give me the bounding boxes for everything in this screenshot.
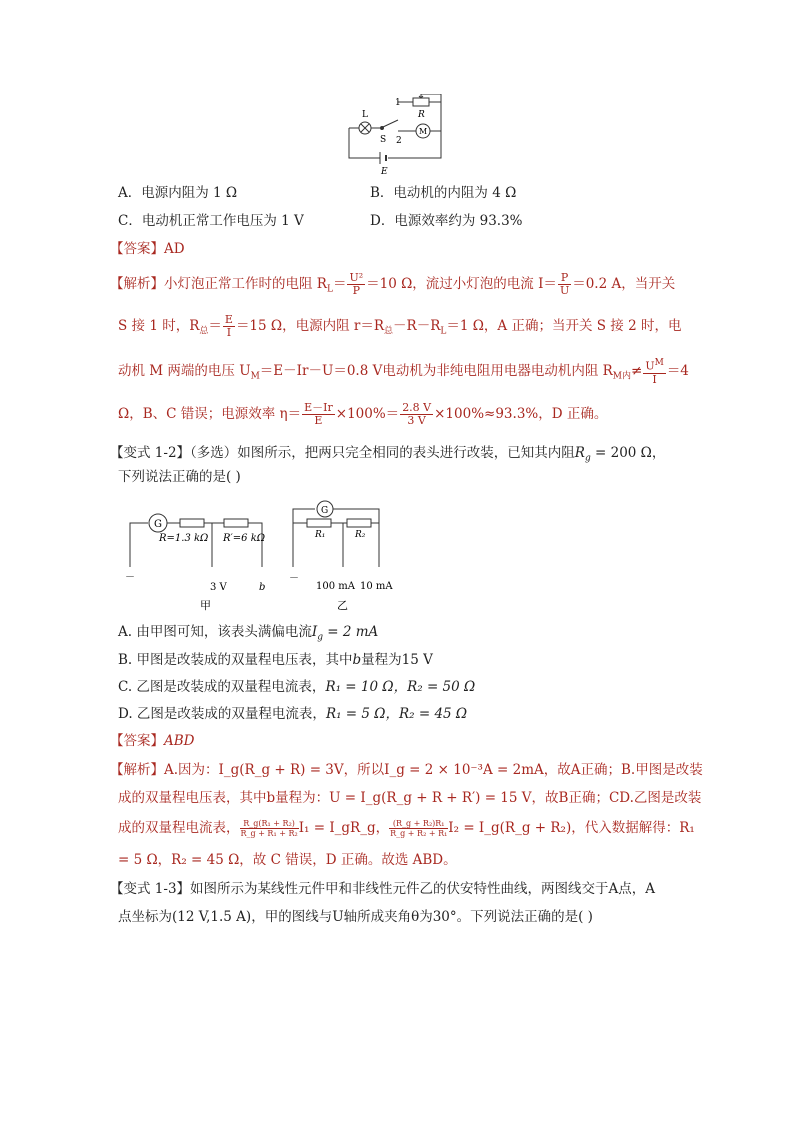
- den: R_g + R₂ + R₁: [390, 829, 448, 838]
- label-3v: 3 V: [210, 582, 227, 593]
- q2-option-d: [118, 704, 467, 724]
- question-tag: 【变式 1-2】: [110, 445, 191, 461]
- den: 3 V: [407, 414, 426, 427]
- sub: M: [250, 371, 260, 382]
- label-E: E: [381, 167, 388, 177]
- text: ＝1 Ω，A 正确；当开关 S 接 2 时，电: [446, 318, 682, 334]
- sub: 总: [199, 326, 209, 337]
- text: 成的双量程电流表，: [118, 820, 240, 836]
- label-R1: R₁: [315, 530, 326, 540]
- den: E: [314, 414, 323, 427]
- answer-2: [110, 731, 195, 751]
- q2-option-a: [118, 622, 378, 648]
- analysis-2-line-1: [110, 760, 703, 780]
- sub: L: [440, 326, 447, 337]
- den: U: [559, 284, 570, 297]
- text: B. 甲图是改装成的双量程电压表，其中: [118, 652, 353, 668]
- sup: M: [654, 358, 664, 368]
- num-text: U: [645, 359, 655, 373]
- analysis-tag: 【解析】: [110, 762, 164, 778]
- label-G: G: [154, 519, 162, 530]
- sub: L: [326, 284, 333, 295]
- text: C. 乙图是改装成的双量程电流表，: [118, 679, 326, 695]
- option-a: A．电源内阻为 1 Ω: [118, 185, 238, 201]
- text: = 2 mA: [322, 624, 379, 640]
- label-10ma: 10 mA: [360, 581, 393, 592]
- text: ＝10 Ω，流过小灯泡的电流 I＝: [366, 276, 557, 292]
- text: D. 乙图是改装成的双量程电流表，: [118, 706, 326, 722]
- question-3-line-2: 点坐标为(12 V,1.5 A)，甲的图线与U轴所成夹角θ为30°。下列说法正确的是( ): [118, 909, 593, 925]
- answer-1: [110, 239, 185, 259]
- var: I: [311, 624, 318, 640]
- sub: M内: [612, 371, 631, 382]
- text: ＝: [332, 276, 347, 292]
- label-R: R=1.3 kΩ: [159, 533, 209, 544]
- answer-tag: 【答案】: [110, 241, 164, 257]
- label-1: 1: [395, 98, 401, 108]
- text: （多选）如图所示，把两只完全相同的表头进行改装，已知其内阻: [190, 445, 575, 461]
- analysis-1-line-1: [110, 272, 675, 300]
- num: U²: [349, 271, 364, 284]
- label-M: M: [419, 127, 428, 136]
- option-c: C．电动机正常工作电压为 1 V: [118, 213, 304, 229]
- text: ＝15 Ω，电源内阻 r＝R: [235, 318, 385, 334]
- label-100ma: 100 mA: [316, 581, 355, 592]
- fraction: [223, 314, 235, 339]
- text: ＝E－Ir－U＝0.8 V电动机为非纯电阻用电器电动机内阻 R: [259, 362, 613, 379]
- fraction: [643, 357, 666, 386]
- text: A.因为：I_g(R_g + R) = 3V，所以I_g = 2 × 10⁻³A = 2mA，故A正确；B.甲图是改装: [164, 762, 703, 778]
- answer-tag: 【答案】: [110, 733, 164, 749]
- analysis-1-line-2: [118, 314, 681, 342]
- text: Ω，B、C 错误；电源效率 η＝: [118, 406, 302, 422]
- label-b: b: [259, 582, 266, 593]
- analysis-2-line-4: = 5 Ω，R₂ = 45 Ω，故 C 错误，D 正确。故选 ABD。: [118, 852, 457, 868]
- num: P: [558, 272, 571, 285]
- num: [643, 357, 666, 374]
- formula: R₁ = 10 Ω，R₂ = 50 Ω: [325, 679, 476, 695]
- question-2-line-1: [110, 443, 665, 469]
- circuit-diagram-1: [340, 94, 450, 180]
- num: R_g(R₁ + R₂): [240, 819, 299, 829]
- analysis-1-line-3: [118, 357, 689, 387]
- text: ＝4: [666, 362, 689, 379]
- fraction: [347, 272, 365, 297]
- label-R2: R₂: [355, 530, 366, 540]
- text: 小灯泡正常工作时的电阻 R: [164, 276, 327, 292]
- question-2-line-2: 下列说法正确的是( ): [118, 469, 241, 485]
- analysis-1-line-4: [118, 402, 607, 427]
- caption-yi: 乙: [337, 599, 348, 612]
- text: ＝0.2 A，当开关: [572, 276, 676, 292]
- text: = 200 Ω，: [590, 445, 666, 461]
- question-tag: 【变式 1-3】: [110, 881, 191, 897]
- text: ×100%＝: [335, 406, 400, 422]
- circuit-diagram-yi: [285, 495, 415, 615]
- text: ×100%≈93.3%，D 正确。: [434, 406, 608, 422]
- text: I₂ = I_g(R_g + R₂)，代入数据解得：R₁: [448, 820, 695, 836]
- option-d: D．电源效率约为 93.3%: [370, 213, 523, 229]
- text: 动机 M 两端的电压 U: [118, 362, 251, 379]
- option-b: B．电动机的内阻为 4 Ω: [370, 185, 517, 201]
- label-2: 2: [396, 136, 402, 146]
- label-R: R: [418, 110, 425, 120]
- num: E: [224, 313, 233, 326]
- analysis-2-line-3: [118, 818, 695, 838]
- den: R_g + R₁ + R₂: [240, 829, 298, 838]
- circuit-diagram-jia: [122, 505, 272, 615]
- fraction: [558, 272, 571, 297]
- label-minus: －: [289, 573, 299, 584]
- label-R-prime: R′=6 kΩ: [223, 533, 266, 544]
- label-G: G: [321, 506, 329, 516]
- num: (R_g + R₂)R₁: [389, 819, 448, 829]
- caption-jia: 甲: [200, 599, 211, 612]
- q2-option-c: [118, 677, 475, 697]
- text: －R－R: [393, 318, 441, 334]
- label-minus: －: [125, 572, 135, 583]
- question-3-line-1: [110, 879, 655, 899]
- analysis-2-line-2: 成的双量程电压表，其中b量程为：U = I_g(R_g + R + R′) = 15 V，故B正确；CD.乙图是改装: [118, 790, 702, 806]
- text: A. 由甲图可知，该表头满偏电流: [118, 624, 312, 640]
- num: 2.8 V: [402, 401, 432, 414]
- fraction: [240, 819, 299, 838]
- label-S: S: [380, 135, 387, 145]
- sub: g: [317, 632, 323, 643]
- fraction: [389, 819, 448, 838]
- fraction: [302, 402, 335, 427]
- label-L: L: [362, 110, 368, 120]
- text: ＝: [208, 318, 222, 334]
- den: P: [352, 284, 360, 297]
- formula: R₁ = 5 Ω，R₂ = 45 Ω: [325, 706, 468, 722]
- text: I₁ = I_gR_g，: [298, 820, 390, 836]
- den: I: [226, 326, 232, 339]
- text: S 接 1 时，R: [118, 318, 200, 334]
- analysis-tag: 【解析】: [110, 276, 164, 292]
- text: 量程为15 V: [361, 652, 433, 668]
- sub: 总: [384, 326, 394, 337]
- text: ≠: [631, 362, 643, 379]
- text: 如图所示为某线性元件甲和非线性元件乙的伏安特性曲线，两图线交于A点，A: [190, 881, 656, 897]
- q2-option-b: [118, 650, 433, 670]
- num: E－Ir: [304, 401, 333, 414]
- answer-value: ABD: [164, 733, 195, 749]
- den: I: [652, 372, 657, 386]
- fraction: [400, 402, 433, 427]
- sub: g: [584, 453, 591, 464]
- var: b: [352, 652, 362, 668]
- var: R: [574, 445, 585, 461]
- answer-value: AD: [164, 241, 185, 257]
